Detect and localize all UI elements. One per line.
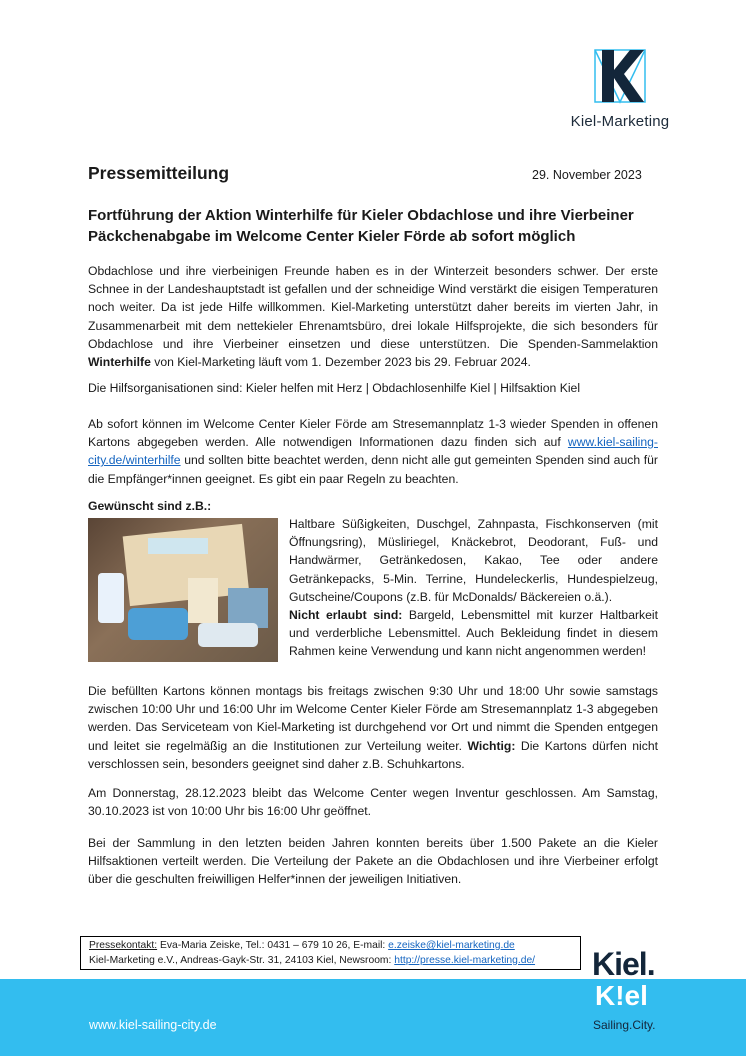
headline [88,205,668,247]
not-allowed [289,606,658,661]
wanted-heading: Gewünscht sind z.B.: [88,499,212,513]
headline-line-1: Fortführung der Aktion Winterhilfe für Kieler Obdachlose und ihre Vierbeiner [88,207,634,224]
winterhilfe-link[interactable]: www.kiel-sailing-city.de/winterhilfe [88,435,658,468]
bold-text: Winterhilfe [88,355,151,370]
paragraph-organisations: Die Hilfsorganisationen sind: Kieler helfen mit Herz | Obdachlosenhilfe Kiel | Hilfsaktion Kiel [88,381,581,395]
press-contact-box [80,936,581,970]
text: Obdachlose und ihre vierbeinigen Freunde haben es in der Winterzeit besonders schwer. Der erste Schnee in der Landeshauptstadt ist gefallen und der schneidige Wind verstärkt die eisigen Temperaturen noch weiter. Da ist jede Hilfe willkommen. Kiel-Marketing unterstützt daher bereits im vierten Jahr, in Zusammenarbeit mit dem nettekieler Ehrenamtsbüro, drei lokale Hilfsprojekte, die sich besonders für Obdachlose und ihre Vierbeiner einsetzen und diese unterstützen. Die Spenden-Sammelaktion [88,264,658,351]
bold-text: Nicht erlaubt sind: [289,608,403,622]
bold-text: Wichtig: [467,738,516,753]
headline-line-2: Päckchenabgabe im Welcome Center Kieler Förde ab sofort möglich [88,228,576,245]
k-logo-icon [592,48,648,104]
text: Die Kartons dürfen nicht verschlossen sein, besonders geeignet sind daher z.B. Schuhkartons. [88,738,658,771]
text: und sollten bitte beachtet werden, denn nicht alle gut gemeinten Spenden sind auch für die Empfänger*innen geeignet. Es gibt ein paar Regeln zu beachten. [88,453,658,486]
text: Kiel-Marketing e.V., Andreas-Gayk-Str. 31, 24103 Kiel, Newsroom: [89,954,395,966]
email-link[interactable]: e.zeiske@kiel-marketing.de [388,940,515,951]
kiel-brand-mark: K!el [595,980,648,1011]
kiel-brand-logo: Kiel. [592,946,655,982]
paragraph-intro [88,262,658,371]
text: von Kiel-Marketing läuft vom 1. Dezember 2023 bis 29. Februar 2024. [150,355,531,370]
footer-url: www.kiel-sailing-city.de [89,1018,217,1032]
contact-label: Pressekontakt: [89,940,158,951]
donation-box-photo [88,518,278,662]
paragraph-results: Bei der Sammlung in den letzten beiden Jahren konnten bereits über 1.500 Pakete an die Kieler Hilfsaktionen verteilt werden. Die Verteilung der Pakete an die Obdachlosen und ihre Vierbeiner erfolgt über die geschulten freiwilligen Helfer*innen der jeweiligen Initiativen. [88,836,658,887]
newsroom-link[interactable]: http://presse.kiel-marketing.de/ [394,954,536,966]
wanted-list: Haltbare Süßigkeiten, Duschgel, Zahnpasta, Fischkonserven (mit Öffnungsring), Müsliriegel, Knäckebrot, Deodorant, Fuß- und Handwärmer, Getränkedosen, Kakao, Tee oder andere Getränkepacks, 5-Min. Terrine, Hundeleckerlis, Hundespielzeug, Gutscheine/Coupons (z.B. für McDonalds/ Bäckereien o.ä.). [289,517,658,604]
text: Eva-Maria Zeiske, Tel.: 0431 – 679 10 26, E-mail: [157,940,389,951]
paragraph-closure: Am Donnerstag, 28.12.2023 bleibt das Welcome Center wegen Inventur geschlossen. Am Samstag, 30.10.2023 ist von 10:00 Uhr bis 16:00 Uhr geöffnet. [88,786,658,819]
tagline: Sailing.City. [593,1018,656,1032]
text: Die befüllten Kartons können montags bis freitags zwischen 9:30 Uhr und 18:00 Uhr sowie samstags zwischen 10:00 Uhr und 16:00 Uhr im Welcome Center Kieler Förde am Stresemannplatz 1-3 abgegeben werden. Das Serviceteam von Kiel-Marketing ist durchgehend vor Ort und nimmt die Spenden entgegen und leitet sie regelmäßig an die Institutionen zur Verteilung weiter. [88,684,658,753]
text: Bargeld, Lebensmittel mit kurzer Haltbarkeit und verderbliche Lebensmittel. Auch Bekleidung findet in diesem Rahmen keine Verwendung und kann nicht angenommen werden! [289,608,658,659]
paragraph-opening-hours [88,682,658,773]
page-title: Pressemitteilung [88,163,230,183]
text: Ab sofort können im Welcome Center Kieler Förde am Stresemannplatz 1-3 wieder Spenden in offenen Kartons abgegeben werden. Alle notwendigen Informationen dazu finden sich auf [88,417,658,450]
date: 29. November 2023 [532,168,642,182]
kiel-marketing-logo [560,48,680,130]
paragraph-dropoff [88,415,658,488]
logo-text: Kiel-Marketing [570,113,670,130]
